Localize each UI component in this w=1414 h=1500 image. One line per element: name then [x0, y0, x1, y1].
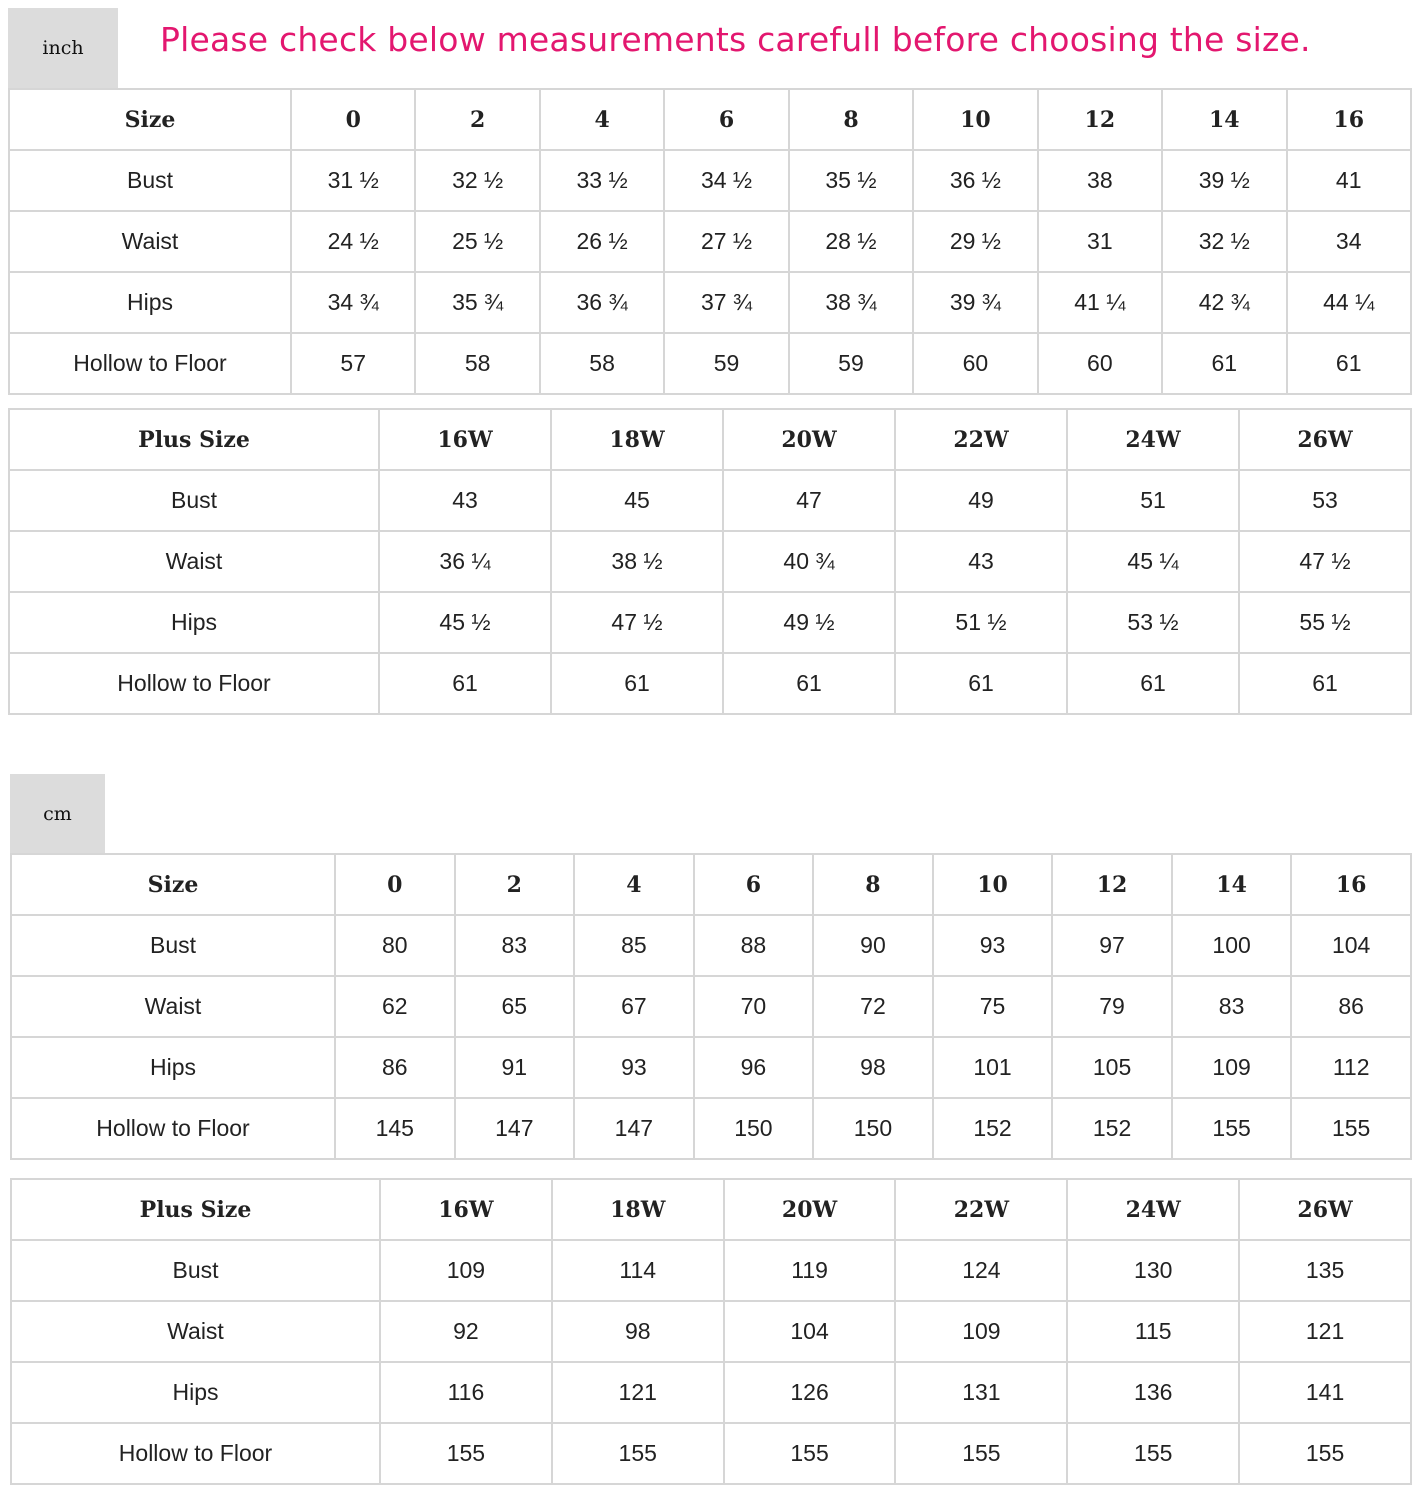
measurement-value-cell: 93 — [574, 1037, 694, 1098]
measurement-value-cell: 47 ½ — [551, 592, 723, 653]
size-header-cell: 22W — [895, 1179, 1067, 1240]
measurement-value-cell: 86 — [1291, 976, 1411, 1037]
inch-regular-size-table — [8, 88, 1412, 395]
table-row — [11, 1423, 1411, 1484]
measurement-value-cell: 35 ¾ — [415, 272, 539, 333]
measurement-value-cell: 55 ½ — [1239, 592, 1411, 653]
measurement-value-cell: 38 ¾ — [789, 272, 913, 333]
measurement-value-cell: 51 ½ — [895, 592, 1067, 653]
measurement-value-cell: 136 — [1067, 1362, 1239, 1423]
cm-unit-label: cm — [43, 802, 72, 825]
measurement-value-cell: 24 ½ — [291, 211, 415, 272]
size-header-cell: 10 — [913, 89, 1037, 150]
measurement-label-cell: Bust — [11, 915, 335, 976]
measurement-value-cell: 43 — [379, 470, 551, 531]
measurement-value-cell: 61 — [551, 653, 723, 714]
measurement-value-cell: 105 — [1052, 1037, 1172, 1098]
size-header-cell: 16W — [380, 1179, 552, 1240]
measurement-value-cell: 155 — [1239, 1423, 1411, 1484]
measurement-value-cell: 155 — [1067, 1423, 1239, 1484]
measurement-label-cell: Hips — [11, 1037, 335, 1098]
size-header-cell: 4 — [574, 854, 694, 915]
size-header-cell: 4 — [540, 89, 664, 150]
size-header-cell: 26W — [1239, 1179, 1411, 1240]
measurement-value-cell: 34 ¾ — [291, 272, 415, 333]
size-header-cell: 0 — [291, 89, 415, 150]
measurement-value-cell: 40 ¾ — [723, 531, 895, 592]
measurement-value-cell: 155 — [552, 1423, 724, 1484]
measurement-label-cell: Hollow to Floor — [9, 333, 291, 394]
measurement-value-cell: 33 ½ — [540, 150, 664, 211]
size-header-cell: 20W — [723, 409, 895, 470]
measurement-value-cell: 152 — [933, 1098, 1053, 1159]
size-header-cell: 8 — [789, 89, 913, 150]
measurement-label-cell: Waist — [11, 976, 335, 1037]
page-title: Please check below measurements carefull before choosing the size. — [160, 20, 1311, 59]
measurement-value-cell: 49 — [895, 470, 1067, 531]
measurement-value-cell: 65 — [455, 976, 575, 1037]
cm-regular-size-table — [10, 853, 1412, 1160]
measurement-value-cell: 53 — [1239, 470, 1411, 531]
header-label-cell: Plus Size — [9, 409, 379, 470]
measurement-label-cell: Hollow to Floor — [11, 1423, 380, 1484]
measurement-value-cell: 67 — [574, 976, 694, 1037]
table-row — [9, 272, 1411, 333]
measurement-value-cell: 90 — [813, 915, 933, 976]
measurement-value-cell: 121 — [1239, 1301, 1411, 1362]
size-header-cell: 6 — [664, 89, 788, 150]
size-header-cell: 12 — [1052, 854, 1172, 915]
measurement-value-cell: 147 — [574, 1098, 694, 1159]
size-header-cell: 10 — [933, 854, 1053, 915]
measurement-value-cell: 155 — [380, 1423, 552, 1484]
measurement-value-cell: 83 — [1172, 976, 1292, 1037]
measurement-value-cell: 61 — [723, 653, 895, 714]
measurement-value-cell: 131 — [895, 1362, 1067, 1423]
measurement-label-cell: Hips — [9, 272, 291, 333]
size-header-cell: 22W — [895, 409, 1067, 470]
inch-plus-size-table — [8, 408, 1412, 715]
table-row — [11, 1098, 1411, 1159]
measurement-value-cell: 41 — [1287, 150, 1411, 211]
measurement-value-cell: 29 ½ — [913, 211, 1037, 272]
size-header-cell: 6 — [694, 854, 814, 915]
measurement-value-cell: 61 — [1239, 653, 1411, 714]
measurement-value-cell: 59 — [789, 333, 913, 394]
table-row — [11, 915, 1411, 976]
measurement-value-cell: 130 — [1067, 1240, 1239, 1301]
measurement-value-cell: 109 — [1172, 1037, 1292, 1098]
measurement-value-cell: 51 — [1067, 470, 1239, 531]
measurement-value-cell: 104 — [724, 1301, 896, 1362]
measurement-value-cell: 60 — [913, 333, 1037, 394]
measurement-value-cell: 96 — [694, 1037, 814, 1098]
measurement-value-cell: 93 — [933, 915, 1053, 976]
measurement-label-cell: Bust — [11, 1240, 380, 1301]
size-header-cell: 16 — [1291, 854, 1411, 915]
header-label-cell: Size — [11, 854, 335, 915]
measurement-value-cell: 38 — [1038, 150, 1162, 211]
size-header-cell: 18W — [552, 1179, 724, 1240]
measurement-value-cell: 98 — [813, 1037, 933, 1098]
table-row — [9, 531, 1411, 592]
measurement-value-cell: 47 ½ — [1239, 531, 1411, 592]
measurement-value-cell: 37 ¾ — [664, 272, 788, 333]
measurement-value-cell: 41 ¼ — [1038, 272, 1162, 333]
measurement-value-cell: 152 — [1052, 1098, 1172, 1159]
measurement-value-cell: 104 — [1291, 915, 1411, 976]
measurement-value-cell: 155 — [1291, 1098, 1411, 1159]
measurement-value-cell: 141 — [1239, 1362, 1411, 1423]
measurement-value-cell: 100 — [1172, 915, 1292, 976]
measurement-value-cell: 53 ½ — [1067, 592, 1239, 653]
measurement-value-cell: 83 — [455, 915, 575, 976]
measurement-value-cell: 112 — [1291, 1037, 1411, 1098]
size-header-cell: 2 — [455, 854, 575, 915]
measurement-value-cell: 121 — [552, 1362, 724, 1423]
measurement-value-cell: 155 — [895, 1423, 1067, 1484]
measurement-value-cell: 86 — [335, 1037, 455, 1098]
measurement-label-cell: Waist — [9, 211, 291, 272]
table-header-row — [11, 854, 1411, 915]
header-label-cell: Plus Size — [11, 1179, 380, 1240]
measurement-value-cell: 39 ¾ — [913, 272, 1037, 333]
measurement-value-cell: 27 ½ — [664, 211, 788, 272]
table-row — [9, 333, 1411, 394]
inch-unit-tab — [8, 8, 118, 88]
table-row — [9, 653, 1411, 714]
measurement-value-cell: 25 ½ — [415, 211, 539, 272]
size-header-cell: 0 — [335, 854, 455, 915]
measurement-value-cell: 109 — [895, 1301, 1067, 1362]
measurement-value-cell: 126 — [724, 1362, 896, 1423]
measurement-value-cell: 150 — [694, 1098, 814, 1159]
measurement-value-cell: 49 ½ — [723, 592, 895, 653]
measurement-value-cell: 61 — [1162, 333, 1286, 394]
measurement-label-cell: Hips — [11, 1362, 380, 1423]
measurement-value-cell: 57 — [291, 333, 415, 394]
measurement-value-cell: 88 — [694, 915, 814, 976]
size-header-cell: 24W — [1067, 409, 1239, 470]
table-row — [9, 470, 1411, 531]
measurement-value-cell: 124 — [895, 1240, 1067, 1301]
inch-unit-label: inch — [42, 37, 84, 59]
measurement-value-cell: 85 — [574, 915, 694, 976]
size-header-cell: 12 — [1038, 89, 1162, 150]
size-header-cell: 16 — [1287, 89, 1411, 150]
measurement-label-cell: Hollow to Floor — [9, 653, 379, 714]
measurement-value-cell: 61 — [895, 653, 1067, 714]
measurement-value-cell: 45 ½ — [379, 592, 551, 653]
size-header-cell: 16W — [379, 409, 551, 470]
size-header-cell: 2 — [415, 89, 539, 150]
measurement-value-cell: 70 — [694, 976, 814, 1037]
measurement-value-cell: 80 — [335, 915, 455, 976]
measurement-value-cell: 28 ½ — [789, 211, 913, 272]
table-row — [11, 1362, 1411, 1423]
size-header-cell: 26W — [1239, 409, 1411, 470]
table-row — [11, 1301, 1411, 1362]
cm-unit-tab — [10, 774, 105, 853]
measurement-value-cell: 39 ½ — [1162, 150, 1286, 211]
measurement-value-cell: 32 ½ — [1162, 211, 1286, 272]
measurement-label-cell: Bust — [9, 150, 291, 211]
measurement-value-cell: 61 — [1287, 333, 1411, 394]
size-header-cell: 14 — [1162, 89, 1286, 150]
table-row — [9, 150, 1411, 211]
measurement-value-cell: 31 — [1038, 211, 1162, 272]
measurement-value-cell: 61 — [379, 653, 551, 714]
measurement-value-cell: 62 — [335, 976, 455, 1037]
measurement-value-cell: 44 ¼ — [1287, 272, 1411, 333]
measurement-value-cell: 147 — [455, 1098, 575, 1159]
header-label-cell: Size — [9, 89, 291, 150]
size-header-cell: 14 — [1172, 854, 1292, 915]
table-row — [11, 1240, 1411, 1301]
measurement-value-cell: 58 — [540, 333, 664, 394]
measurement-value-cell: 97 — [1052, 915, 1172, 976]
measurement-label-cell: Hips — [9, 592, 379, 653]
measurement-value-cell: 60 — [1038, 333, 1162, 394]
measurement-label-cell: Waist — [11, 1301, 380, 1362]
measurement-value-cell: 45 ¼ — [1067, 531, 1239, 592]
table-row — [9, 592, 1411, 653]
measurement-value-cell: 145 — [335, 1098, 455, 1159]
size-header-cell: 24W — [1067, 1179, 1239, 1240]
measurement-value-cell: 150 — [813, 1098, 933, 1159]
measurement-value-cell: 26 ½ — [540, 211, 664, 272]
measurement-value-cell: 98 — [552, 1301, 724, 1362]
measurement-value-cell: 42 ¾ — [1162, 272, 1286, 333]
measurement-value-cell: 119 — [724, 1240, 896, 1301]
measurement-value-cell: 59 — [664, 333, 788, 394]
table-row — [11, 1037, 1411, 1098]
table-header-row — [9, 409, 1411, 470]
table-header-row — [9, 89, 1411, 150]
table-header-row — [11, 1179, 1411, 1240]
measurement-value-cell: 155 — [1172, 1098, 1292, 1159]
measurement-value-cell: 79 — [1052, 976, 1172, 1037]
measurement-value-cell: 92 — [380, 1301, 552, 1362]
measurement-value-cell: 114 — [552, 1240, 724, 1301]
measurement-value-cell: 72 — [813, 976, 933, 1037]
cm-plus-size-table — [10, 1178, 1412, 1485]
measurement-value-cell: 61 — [1067, 653, 1239, 714]
measurement-value-cell: 43 — [895, 531, 1067, 592]
measurement-value-cell: 116 — [380, 1362, 552, 1423]
measurement-value-cell: 35 ½ — [789, 150, 913, 211]
measurement-value-cell: 34 — [1287, 211, 1411, 272]
measurement-value-cell: 32 ½ — [415, 150, 539, 211]
measurement-value-cell: 36 ½ — [913, 150, 1037, 211]
measurement-value-cell: 47 — [723, 470, 895, 531]
measurement-value-cell: 45 — [551, 470, 723, 531]
size-header-cell: 18W — [551, 409, 723, 470]
table-row — [9, 211, 1411, 272]
measurement-value-cell: 75 — [933, 976, 1053, 1037]
measurement-label-cell: Bust — [9, 470, 379, 531]
measurement-value-cell: 34 ½ — [664, 150, 788, 211]
measurement-value-cell: 101 — [933, 1037, 1053, 1098]
measurement-value-cell: 36 ¾ — [540, 272, 664, 333]
measurement-value-cell: 109 — [380, 1240, 552, 1301]
measurement-label-cell: Hollow to Floor — [11, 1098, 335, 1159]
measurement-value-cell: 31 ½ — [291, 150, 415, 211]
measurement-value-cell: 38 ½ — [551, 531, 723, 592]
measurement-value-cell: 36 ¼ — [379, 531, 551, 592]
measurement-value-cell: 155 — [724, 1423, 896, 1484]
table-row — [11, 976, 1411, 1037]
measurement-value-cell: 58 — [415, 333, 539, 394]
measurement-value-cell: 135 — [1239, 1240, 1411, 1301]
size-header-cell: 20W — [724, 1179, 896, 1240]
measurement-label-cell: Waist — [9, 531, 379, 592]
measurement-value-cell: 91 — [455, 1037, 575, 1098]
size-header-cell: 8 — [813, 854, 933, 915]
measurement-value-cell: 115 — [1067, 1301, 1239, 1362]
